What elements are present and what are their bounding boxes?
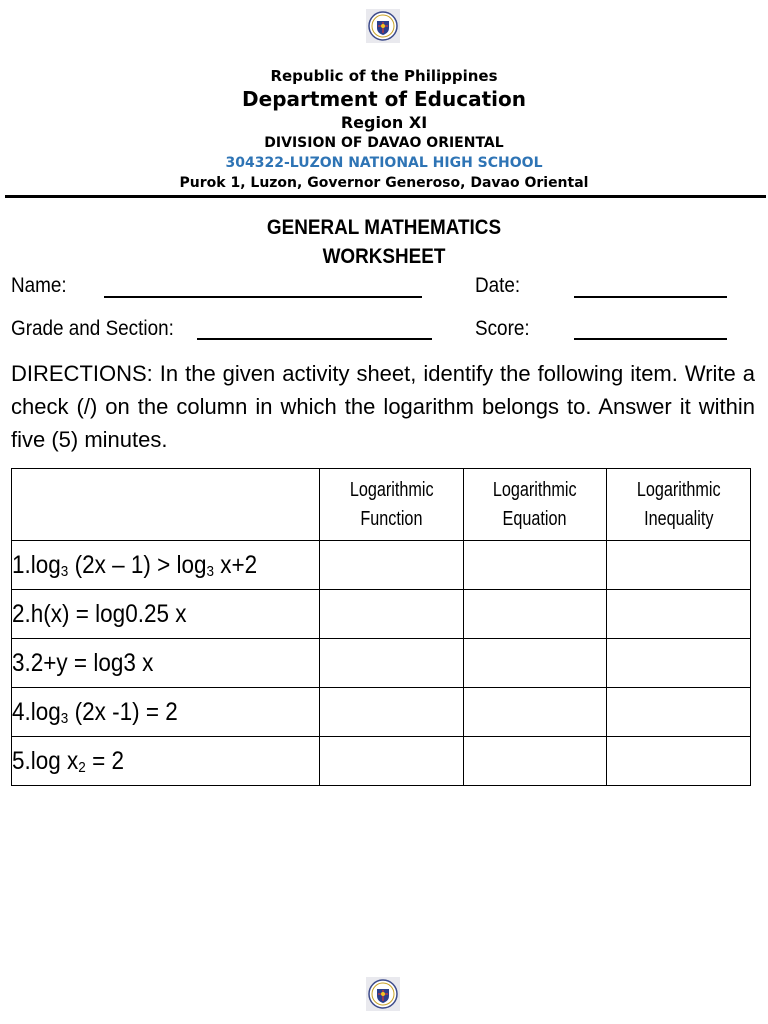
subscript: 2 <box>78 758 86 776</box>
title-subject: GENERAL MATHEMATICS <box>266 216 502 239</box>
item-cell <box>12 541 320 590</box>
table-row <box>12 590 751 639</box>
check-cell-equation[interactable] <box>464 688 607 737</box>
item-text: h(x) = log0.25 x <box>30 599 187 628</box>
score-label: Score: <box>475 317 530 340</box>
item-text: (2x -1) = 2 <box>68 697 178 726</box>
item-cell <box>12 639 320 688</box>
header-divider <box>5 195 766 198</box>
score-blank[interactable] <box>574 338 727 340</box>
item-text: log <box>30 697 61 726</box>
region-text: Region XI <box>340 113 428 132</box>
deped-seal-icon <box>366 9 400 43</box>
item-number: 1. <box>12 550 31 579</box>
check-cell-function[interactable] <box>320 688 464 737</box>
item-number: 4. <box>12 697 31 726</box>
check-cell-equation[interactable] <box>464 737 607 786</box>
item-text: x+2 <box>214 550 258 579</box>
table-header-row <box>12 469 751 541</box>
item-text: = 2 <box>85 746 124 775</box>
check-cell-inequality[interactable] <box>607 541 751 590</box>
table-row <box>12 639 751 688</box>
column-header-function: Logarithmic Function <box>320 469 464 541</box>
table-row <box>12 688 751 737</box>
grade-section-label: Grade and Section: <box>11 317 174 340</box>
title-worksheet: WORKSHEET <box>322 245 446 268</box>
deped-seal-icon <box>366 977 400 1011</box>
check-cell-function[interactable] <box>320 737 464 786</box>
division-text: DIVISION OF DAVAO ORIENTAL <box>264 135 504 151</box>
item-cell <box>12 688 320 737</box>
date-blank[interactable] <box>574 296 727 298</box>
check-cell-function[interactable] <box>320 541 464 590</box>
item-text: 2+y = log3 x <box>30 648 154 677</box>
check-cell-inequality[interactable] <box>607 688 751 737</box>
item-column-header <box>12 469 320 541</box>
date-label: Date: <box>475 274 521 297</box>
item-number: 2. <box>12 599 31 628</box>
item-cell <box>12 737 320 786</box>
name-label: Name: <box>11 274 67 297</box>
check-cell-function[interactable] <box>320 590 464 639</box>
item-text: log <box>30 550 61 579</box>
item-number: 5. <box>12 746 31 775</box>
table-row <box>12 541 751 590</box>
item-number: 3. <box>12 648 31 677</box>
subscript: 3 <box>60 562 69 580</box>
table-row <box>12 737 751 786</box>
subscript: 3 <box>206 562 215 580</box>
check-cell-equation[interactable] <box>464 639 607 688</box>
check-cell-inequality[interactable] <box>607 590 751 639</box>
check-cell-equation[interactable] <box>464 590 607 639</box>
check-cell-inequality[interactable] <box>607 639 751 688</box>
column-header-equation: Logarithmic Equation <box>464 469 607 541</box>
check-cell-function[interactable] <box>320 639 464 688</box>
address-text: Purok 1, Luzon, Governor Generoso, Davao Oriental <box>179 175 589 191</box>
name-blank[interactable] <box>104 296 422 298</box>
directions-text: DIRECTIONS: In the given activity sheet, identify the following item. Write a check (/) on the column in which the logarithm belongs to. Answer it within five (5) minutes. <box>11 361 755 452</box>
item-cell <box>12 590 320 639</box>
school-text: 304322-LUZON NATIONAL HIGH SCHOOL <box>225 155 543 171</box>
department-text: Department of Education <box>242 87 526 111</box>
item-text: (2x – 1) > log <box>68 550 207 579</box>
check-cell-inequality[interactable] <box>607 737 751 786</box>
letterhead <box>0 66 768 193</box>
item-text: log x <box>30 746 79 775</box>
subscript: 3 <box>60 709 69 727</box>
worksheet-title <box>0 213 768 271</box>
grade-section-blank[interactable] <box>197 338 432 340</box>
column-header-inequality: Logarithmic Inequality <box>607 469 751 541</box>
worksheet-table <box>11 468 751 786</box>
republic-text: Republic of the Philippines <box>270 67 498 85</box>
check-cell-equation[interactable] <box>464 541 607 590</box>
